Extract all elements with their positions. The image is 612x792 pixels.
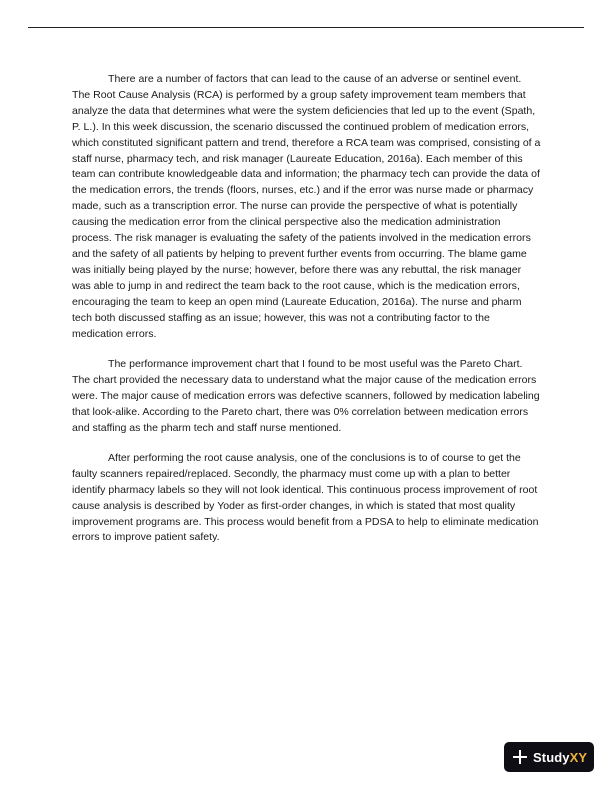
brand-name [533,750,587,765]
paragraph-pareto-chart: The performance improvement chart that I found to be most useful was the Pareto Chart. The chart provided the necessary data to understand what the major cause of the medication errors were. The major cause of medication errors was defective scanners, followed by medication labeling that look-alike. According to the Pareto chart, there was 0% correlation between medication errors and staffing as the pharm tech and staff nurse mentioned. [72,357,540,434]
header-rule [28,27,584,28]
studyxy-badge[interactable] [504,742,594,772]
brand-accent: XY [569,749,588,765]
paragraph-rca-intro: There are a number of factors that can lead to the cause of an adverse or sentinel event. The Root Cause Analysis (RCA) is performed by a group safety improvement team members that analyze the data that determines what were the system deficiencies that led up to the event (Spath, P. L.). In this week discussion, the scenario discussed the continued problem of medication errors, which constituted significant pattern and trend, therefore a RCA team was comprised, consisting of a staff nurse, pharmacy tech, and risk manager (Laureate Education, 2016a). Each member of this team can contribute knowledgeable data and information; the pharmacy tech can provide the data of the medication errors, the trends (floors, nurses, etc.) and if the error was nurse made or pharmacy made, such as a transcription error. The nurse can provide the perspective of what is potentially causing the medication error from the clinical perspective also the medication administration process. The risk manager is evaluating the safety of the patients involved in the medication errors and the safety of all patients by helping to prevent further events from occurring. The blame game was initially being played by the nurse; however, before there was any rebuttal, the risk manager was able to jump in and redirect the team back to the root cause, which is the medication errors, encouraging the team to keep an open mind (Laureate Education, 2016a). The nurse and pharm tech both discussed staffing as an issue; however, this was not a contributing factor to the medication errors. [72,73,541,340]
document-body [72,72,541,561]
plus-icon [513,750,527,764]
brand-main: Study [533,749,570,765]
paragraph-conclusion: After performing the root cause analysis, one of the conclusions is to of course to get the faulty scanners repaired/replaced. Secondly, the pharmacy must come up with a plan to better identify pharmacy labels so they will not look identical. This continuous process improvement of root cause analysis is described by Yoder as first-order changes, in which is stated that most quality improvement programs are. This process would benefit from a PDSA to help to eliminate medication errors to improve patient safety. [72,451,539,544]
